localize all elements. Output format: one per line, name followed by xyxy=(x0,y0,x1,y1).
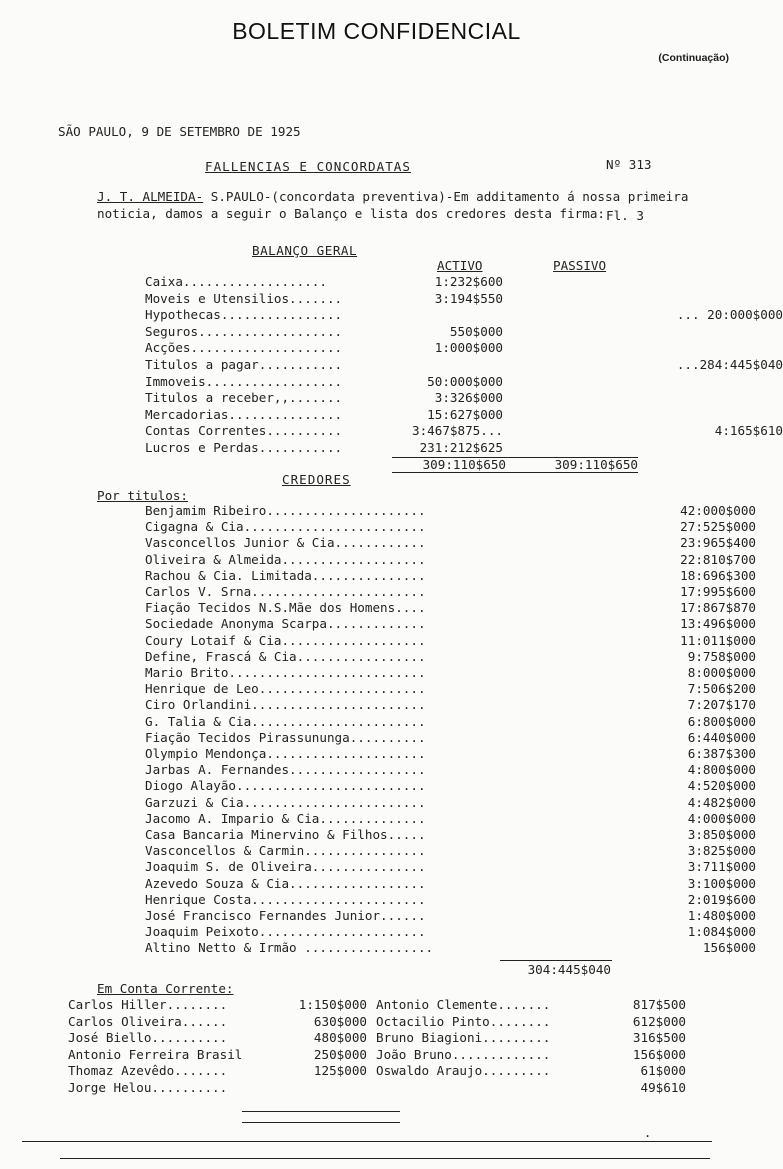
firm-paragraph xyxy=(97,188,717,222)
current-account-value-left: 480$000 xyxy=(313,1030,367,1046)
balance-account-label: Acções.................... xyxy=(145,340,343,356)
creditor-name: Ciro Orlandini....................... xyxy=(145,697,426,713)
creditor-name: José Francisco Fernandes Junior...... xyxy=(145,908,426,923)
footer-mark: . xyxy=(644,1126,652,1140)
creditor-name: Joaquim S. de Oliveira............... xyxy=(145,859,426,875)
creditor-value: 7:207$170 xyxy=(687,697,756,713)
creditor-value: 13:496$000 xyxy=(680,616,756,632)
creditor-name: Joaquim Peixoto...................... xyxy=(145,924,426,940)
current-account-name-right: Oswaldo Araujo......... xyxy=(376,1063,551,1079)
creditor-value: 17:867$870 xyxy=(680,600,756,616)
creditor-value: 3:711$000 xyxy=(687,859,756,875)
current-account-row xyxy=(68,1030,688,1046)
creditor-value: 3:825$000 xyxy=(687,843,756,859)
creditor-value: 3:850$000 xyxy=(687,827,756,842)
creditor-value: 3:100$000 xyxy=(687,875,756,891)
current-account-name-left: Jorge Helou.......... xyxy=(68,1080,228,1095)
creditor-name: Garzuzi & Cia........................ xyxy=(145,794,426,810)
creditor-name: Jarbas A. Fernandes.................. xyxy=(145,762,426,778)
creditor-name: Oliveira & Almeida................... xyxy=(145,551,426,567)
creditor-name: Vasconcellos & Carmin................ xyxy=(145,843,426,859)
continuation-label: (Continuação) xyxy=(658,52,729,64)
balance-account-label: Caixa................... xyxy=(145,274,327,289)
current-account-name-left: José Biello.......... xyxy=(68,1030,228,1046)
balance-activo-value: 3:467$875... xyxy=(412,423,503,439)
current-account-value-right: 316$500 xyxy=(632,1030,686,1046)
creditor-value: 23:965$400 xyxy=(680,535,756,551)
document-number: Nº 313 xyxy=(606,157,652,172)
creditor-name: Fiação Tecidos Pirassununga.......... xyxy=(145,729,426,745)
creditor-name: Carlos V. Srna....................... xyxy=(145,584,426,599)
creditor-name: Altino Netto & Irmão ................. xyxy=(145,940,434,956)
current-account-value-right: 612$000 xyxy=(632,1013,686,1029)
current-account-name-right: Antonio Clemente....... xyxy=(376,997,551,1012)
creditor-name: Mario Brito.......................... xyxy=(145,665,426,680)
double-rule-activo xyxy=(392,472,506,473)
current-account-row xyxy=(68,997,688,1013)
balance-passivo-value: ...284:445$040 xyxy=(676,357,783,372)
current-account-value-left: 125$000 xyxy=(313,1063,367,1079)
balance-activo-value: 1:232$600 xyxy=(434,274,503,289)
creditor-value: 4:800$000 xyxy=(687,762,756,778)
creditors-total-rule xyxy=(500,960,612,961)
current-account-value-left: 1:150$000 xyxy=(298,997,367,1012)
creditor-name: G. Talia & Cia....................... xyxy=(145,713,426,729)
creditor-name: Casa Bancaria Minervino & Filhos..... xyxy=(145,827,426,842)
current-account-value-right: 817$500 xyxy=(632,997,686,1012)
current-account-value-right: 156$000 xyxy=(632,1046,686,1062)
bulletin-title: BOLETIM CONFIDENCIAL xyxy=(232,18,521,44)
closing-rule-2 xyxy=(242,1122,400,1123)
total-activo: 309:110$650 xyxy=(422,457,506,472)
balance-account-label: Moveis e Utensilios....... xyxy=(145,290,343,306)
current-account-value-left: 250$000 xyxy=(313,1046,367,1062)
current-account-row xyxy=(68,1063,688,1079)
current-account-value-right: 49$610 xyxy=(640,1080,686,1095)
creditor-value: 17:995$600 xyxy=(680,584,756,599)
creditor-value: 4:482$000 xyxy=(687,794,756,810)
creditor-value: 42:000$000 xyxy=(680,503,756,518)
creditor-value: 2:019$600 xyxy=(687,891,756,907)
balance-activo-value: 1:000$000 xyxy=(434,340,503,356)
column-header-activo: ACTIVO xyxy=(437,258,483,273)
creditor-value: 6:387$300 xyxy=(687,746,756,761)
balance-activo-value: 550$000 xyxy=(449,323,503,339)
creditor-name: Coury Lotaif & Cia................... xyxy=(145,632,426,648)
balance-activo-value: 3:194$550 xyxy=(434,290,503,306)
balance-passivo-value: ... 20:000$000 xyxy=(676,307,783,323)
creditor-value: 4:520$000 xyxy=(687,778,756,794)
current-account-value-right: 61$000 xyxy=(640,1063,686,1079)
creditor-value: 22:810$700 xyxy=(680,551,756,567)
creditor-name: Vasconcellos Junior & Cia............ xyxy=(145,535,426,551)
creditor-name: Rachou & Cia. Limitada............... xyxy=(145,567,426,583)
creditor-value: 11:011$000 xyxy=(680,632,756,648)
current-account-value-left: 630$000 xyxy=(313,1013,367,1029)
creditor-value: 156$000 xyxy=(702,940,756,956)
current-account-name-right: Bruno Biagioni......... xyxy=(376,1030,551,1046)
balance-passivo-value: 4:165$610 xyxy=(714,423,783,439)
creditor-name: Henrique de Leo...................... xyxy=(145,681,426,697)
creditor-name: Cigagna & Cia........................ xyxy=(145,519,426,535)
creditor-name: Azevedo Souza & Cia.................. xyxy=(145,875,426,891)
current-account-name-left: Carlos Hiller........ xyxy=(68,997,228,1012)
creditor-name: Define, Frascá & Cia................. xyxy=(145,648,426,664)
balance-account-label: Titulos a pagar........... xyxy=(145,357,343,372)
balance-activo-value: 15:627$000 xyxy=(427,406,503,422)
creditor-name: Olympio Mendonça..................... xyxy=(145,746,426,761)
balance-account-label: Titulos a receber,,....... xyxy=(145,390,343,406)
double-rule-passivo xyxy=(504,472,638,473)
balance-title: BALANÇO GERAL xyxy=(252,243,358,258)
creditor-name: Sociedade Anonyma Scarpa............. xyxy=(145,616,426,632)
balance-account-label: Seguros................... xyxy=(145,323,343,339)
footer-rule-2 xyxy=(60,1158,710,1159)
creditor-value: 18:696$300 xyxy=(680,567,756,583)
creditor-name: Jacomo A. Impario & Cia.............. xyxy=(145,810,426,826)
section-title: FALLENCIAS E CONCORDATAS xyxy=(205,159,411,174)
creditor-value: 27:525$000 xyxy=(680,519,756,535)
balance-account-label: Immoveis.................. xyxy=(145,373,343,389)
current-account-row xyxy=(68,1014,688,1030)
current-account-label: Em Conta Corrente: xyxy=(97,981,234,996)
creditors-total: 304:445$040 xyxy=(527,962,611,977)
balance-activo-value: 50:000$000 xyxy=(427,373,503,389)
creditor-name: Fiação Tecidos N.S.Mãe dos Homens.... xyxy=(145,600,426,616)
current-account-name-left: Antonio Ferreira Brasil xyxy=(68,1046,243,1062)
creditor-name: Henrique Costa....................... xyxy=(145,891,426,907)
balance-activo-value: 3:326$000 xyxy=(434,390,503,406)
balance-account-label: Mercadorias............... xyxy=(145,406,343,422)
firm-name: J. T. ALMEIDA- xyxy=(97,189,204,204)
creditor-value: 6:800$000 xyxy=(687,713,756,729)
current-account-name-left: Carlos Oliveira...... xyxy=(68,1013,228,1029)
balance-account-label: Contas Correntes.......... xyxy=(145,423,343,439)
firm-text: S.PAULO-(concordata preventiva)-Em additamento á nossa primeira noticia, damos a seguir o Balanço e lista dos credores desta firma: xyxy=(97,189,689,221)
current-account-name-left: Thomaz Azevêdo....... xyxy=(68,1063,228,1079)
creditor-value: 8:000$000 xyxy=(687,665,756,680)
total-passivo: 309:110$650 xyxy=(554,457,638,472)
sheet-number: Fl. 3 xyxy=(606,208,644,223)
current-account-row xyxy=(68,1080,688,1096)
balance-account-label: Hypothecas................ xyxy=(145,307,343,323)
creditor-name: Diogo Alayão......................... xyxy=(145,778,426,794)
closing-rule-1 xyxy=(242,1111,400,1112)
creditors-title: CREDORES xyxy=(282,472,351,487)
balance-activo-value: 231:212$625 xyxy=(419,440,503,455)
current-account-row xyxy=(68,1047,688,1063)
creditor-name: Benjamim Ribeiro..................... xyxy=(145,503,426,518)
creditor-value: 4:000$000 xyxy=(687,810,756,826)
creditor-value: 6:440$000 xyxy=(687,729,756,745)
current-account-name-right: Octacilio Pinto........ xyxy=(376,1013,551,1029)
creditor-value: 9:758$000 xyxy=(687,648,756,664)
balance-account-label: Lucros e Perdas........... xyxy=(145,440,343,455)
column-header-passivo: PASSIVO xyxy=(553,258,607,273)
footer-rule-1 xyxy=(22,1141,712,1142)
creditor-value: 1:084$000 xyxy=(687,924,756,940)
by-titles-label: Por titulos: xyxy=(97,488,188,503)
creditor-value: 7:506$200 xyxy=(687,681,756,697)
creditor-value: 1:480$000 xyxy=(687,908,756,923)
current-account-name-right: João Bruno............. xyxy=(376,1046,551,1062)
dateline: SÃO PAULO, 9 DE SETEMBRO DE 1925 xyxy=(58,124,301,139)
